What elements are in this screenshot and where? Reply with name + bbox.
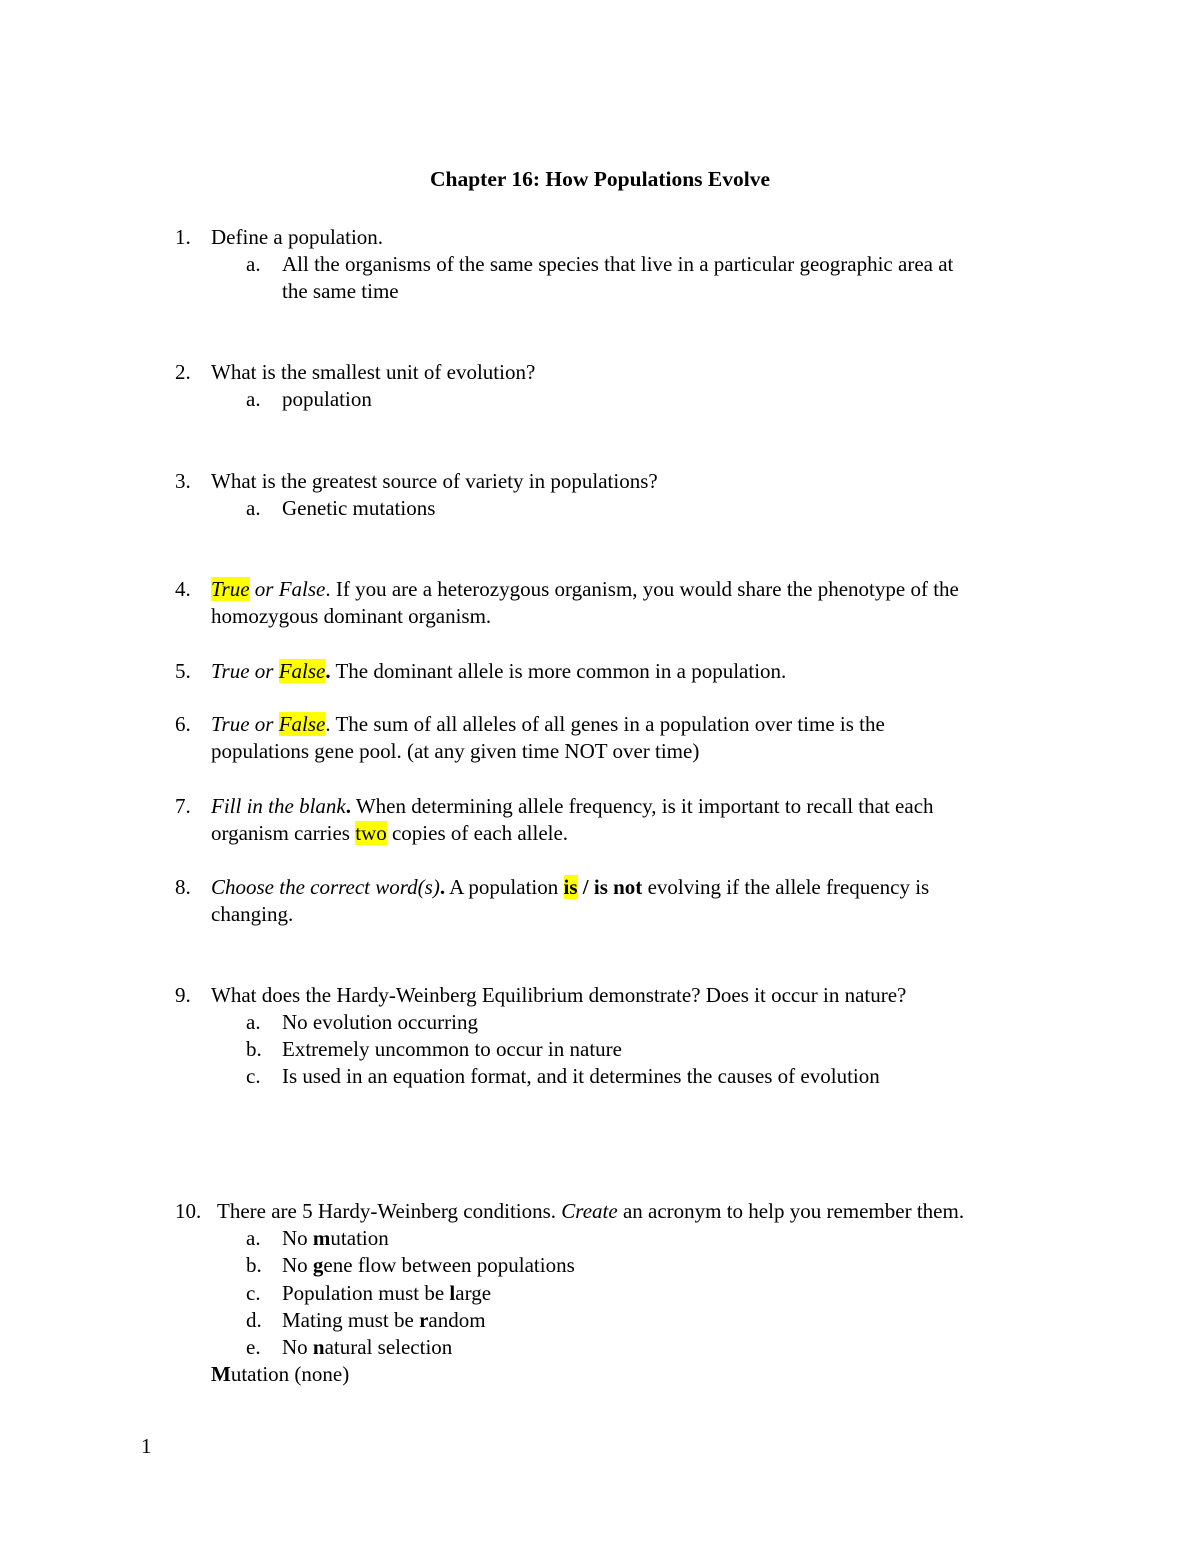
q9-answer-c: Is used in an equation format, and it determines the causes of evolution <box>282 1064 880 1088</box>
q10-answer-b-marker: b. <box>246 1253 262 1277</box>
q3-answer: Genetic mutations <box>282 496 436 520</box>
q10-create: Create <box>561 1199 618 1223</box>
q5-number: 5. <box>175 659 191 683</box>
q1-answer-marker: a. <box>246 252 261 276</box>
q5-false-answer: False <box>278 659 326 683</box>
q5-question <box>211 657 786 685</box>
q8-label: Choose the correct word(s) <box>211 875 440 899</box>
q5-statement: The dominant allele is more common in a population. <box>330 659 787 683</box>
q10-answer-a-marker: a. <box>246 1226 261 1250</box>
q10-answer-e-initial: n <box>312 1335 325 1359</box>
page-number: 1 <box>141 1434 152 1458</box>
q8-period: . <box>439 875 446 899</box>
q10-number: 10. <box>175 1199 202 1223</box>
q8-question-line2: changing. <box>211 902 294 926</box>
q10-answer-d-marker: d. <box>246 1308 262 1332</box>
q7-line2-pre: organism carries <box>211 821 356 845</box>
q7-statement: When determining allele frequency, is it important to recall that each <box>350 794 934 818</box>
q8-question-line1 <box>211 873 929 901</box>
q1-number: 1. <box>175 225 191 249</box>
q5-true-or: True or <box>211 659 279 683</box>
q10-post: an acronym to help you remember them. <box>617 1199 965 1223</box>
q6-number: 6. <box>175 712 191 736</box>
q10-acronym-initial: M <box>211 1362 231 1386</box>
q9-answer-c-marker: c. <box>246 1064 261 1088</box>
q10-answer-c-pre: Population must be <box>282 1281 450 1305</box>
q5-period: . <box>325 659 331 683</box>
q6-statement: . The sum of all alleles of all genes in a population over time is the <box>325 712 885 736</box>
q10-answer-d-pre: Mating must be <box>282 1308 420 1332</box>
q2-answer-marker: a. <box>246 387 261 411</box>
q2-answer: population <box>282 387 372 411</box>
q10-acronym <box>211 1360 349 1388</box>
q6-false-answer: False <box>278 712 326 736</box>
q1-question: Define a population. <box>211 225 384 249</box>
q8-pre: A population <box>445 875 564 899</box>
q8-slash: / <box>577 875 594 899</box>
q10-answer-c <box>282 1279 491 1307</box>
q9-answer-a-marker: a. <box>246 1010 261 1034</box>
q8-post: evolving if the allele frequency is <box>642 875 930 899</box>
q4-number: 4. <box>175 577 191 601</box>
q10-answer-b-pre: No <box>282 1253 313 1277</box>
q4-question-line2: homozygous dominant organism. <box>211 604 492 628</box>
page-title: Chapter 16: How Populations Evolve <box>429 167 771 191</box>
q8-number: 8. <box>175 875 191 899</box>
q10-answer-b <box>282 1251 575 1279</box>
q10-acronym-rest: utation (none) <box>230 1362 350 1386</box>
q10-question <box>217 1197 964 1225</box>
q9-answer-b-marker: b. <box>246 1037 262 1061</box>
q10-answer-b-initial: g <box>312 1253 324 1277</box>
q7-question-line2 <box>211 819 568 847</box>
q10-answer-e-post: atural selection <box>324 1335 453 1359</box>
q10-answer-a <box>282 1224 389 1252</box>
q7-line2-post: copies of each allele. <box>386 821 569 845</box>
q10-answer-a-pre: No <box>282 1226 313 1250</box>
q7-label: Fill in the blank <box>211 794 346 818</box>
q10-answer-e <box>282 1333 452 1361</box>
q7-number: 7. <box>175 794 191 818</box>
q10-answer-c-post: arge <box>455 1281 492 1305</box>
q8-answer-is: is <box>563 875 578 899</box>
q10-answer-d-initial: r <box>419 1308 429 1332</box>
q10-answer-d <box>282 1306 486 1334</box>
q4-or-false: or False <box>249 577 326 601</box>
q6-true-or: True or <box>211 712 279 736</box>
q10-pre: There are 5 Hardy-Weinberg conditions. <box>217 1199 562 1223</box>
q4-statement: . If you are a heterozygous organism, you would share the phenotype of the <box>325 577 959 601</box>
q10-answer-d-post: andom <box>428 1308 486 1332</box>
q9-question: What does the Hardy-Weinberg Equilibrium demonstrate? Does it occur in nature? <box>211 983 907 1007</box>
q6-question-line2: populations gene pool. (at any given time NOT over time) <box>211 739 700 763</box>
q8-option-is-not: is not <box>593 875 643 899</box>
q6-question-line1 <box>211 710 885 738</box>
q2-number: 2. <box>175 360 191 384</box>
q1-answer-line1: All the organisms of the same species that live in a particular geographic area at <box>282 252 954 276</box>
q10-answer-c-initial: l <box>449 1281 456 1305</box>
q9-number: 9. <box>175 983 191 1007</box>
q10-answer-a-post: utation <box>330 1226 389 1250</box>
q10-answer-b-post: ene flow between populations <box>323 1253 575 1277</box>
q10-answer-e-pre: No <box>282 1335 313 1359</box>
q9-answer-b: Extremely uncommon to occur in nature <box>282 1037 622 1061</box>
q2-question: What is the smallest unit of evolution? <box>211 360 536 384</box>
q9-answer-a: No evolution occurring <box>282 1010 478 1034</box>
q10-answer-a-initial: m <box>312 1226 331 1250</box>
q10-answer-c-marker: c. <box>246 1281 261 1305</box>
q4-true-answer: True <box>211 577 250 601</box>
q3-number: 3. <box>175 469 191 493</box>
q10-answer-e-marker: e. <box>246 1335 261 1359</box>
q3-question: What is the greatest source of variety in populations? <box>211 469 658 493</box>
q7-question-line1 <box>211 792 934 820</box>
q7-blank-answer: two <box>355 821 387 845</box>
q7-period: . <box>345 794 351 818</box>
q1-answer-line2: the same time <box>282 279 399 303</box>
q3-answer-marker: a. <box>246 496 261 520</box>
q4-question-line1 <box>211 575 959 603</box>
